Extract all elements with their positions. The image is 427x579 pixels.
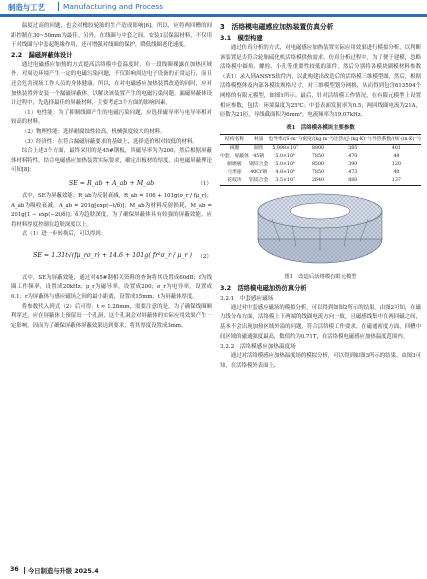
equation-2 [11, 240, 212, 274]
paragraph: 通过电磁感应加热的方式提高活络模中套温度时，有一段线圈裸露在加热区域外，对周边环境产生一定的电磁污染问题，不仅影响周边电子设备的正常运行，而且还会危害现场工作人员的身体健康。所以，在对电磁感应加热装置改造的同时，应对加热装置外安装一个漏磁屏蔽体，以解决该装置产生的电磁污染问题。漏磁屏蔽体设计过程中，先选择最佳的屏蔽材料，主要考虑3个方面的影响因素。 [11, 61, 212, 107]
paragraph: （1）电性能：为了抑制线圈产生的电磁污染问题，应选择磁导率与电导率相对较高的材料。 [11, 109, 212, 126]
table-header-row [220, 134, 421, 144]
table-cell: 8900 [311, 146, 325, 152]
subsubsection-heading: 3.2.1 中套感应磁场 [220, 295, 274, 302]
table-cell: 390 [348, 162, 358, 168]
table-cell: 8500 [311, 162, 325, 168]
paragraph: 综合上述3个方面，最终采用的是45#钢板，其磁导率为为200，然后根据屏蔽体材料特性，结合电磁感应加热装置实际要求，确定出板材的厚度。由电磁屏蔽理论可知[8]： [11, 148, 212, 174]
subsection-heading: 3.2 活络模电磁加热仿真分析 [220, 284, 307, 292]
figure-caption: 图1 改造后活络模有限元模型 [284, 273, 357, 280]
equation-body: SE = 1.31t√(fμ_rσ_r) + 14.6 + 101g( fr²σ_r / μ_r ) [33, 251, 192, 259]
paragraph: 式（1）进一步转换后，可以得到： [21, 231, 107, 238]
journal-name: 今日制造与升级 2025.4 [28, 568, 99, 575]
section-title-en: Manufacturing and Process [63, 2, 164, 11]
paragraph: 温度过高的问题，也会对橡胶轮胎的生产造成影响[6]。所以，应将两回槽的间距控制在30~50mm为最佳。另外，在线圈与中套之间，安装1层保温材料，不仅用于对线圈与中套起绝缘作用，还可增强对线圈的保护，降低线圈老化速度。 [11, 23, 212, 49]
paragraph: 通过对中套感应磁场的模拟分析，可以得到如图2所示的结果。由图2可知，在磁力线分布方面，活络模上下两端的线圈电流方向一致，且磁感线集中在两回磁之间，基本不会出现加热区域外溢的问题，符合活络模工作要求，在磁通密度方面，回槽中间区域的磁通强度最高，数值约为0.71T，在活络模电磁感应加热温度范围内。 [220, 304, 421, 340]
column-header: 结构名称 [220, 134, 249, 144]
table-cell: 120 [391, 162, 401, 168]
table-caption: 表1 活络模各模块主要参数 [286, 124, 355, 131]
subsection-heading: 3.1 模型构建 [220, 35, 263, 42]
table-cell: 473 [348, 170, 358, 176]
table-row [220, 161, 421, 169]
paragraph: 式中，SE为屏蔽效能；R_ab为反射衰减，R_ab = 106 + 101g(σ_r / fμ_r)；A_ab为吸收衰减，A_ab = 201g[exp(−t/δ)]；M_ab为材料反射损耗，M_ab = 201g[1 − exp(−2t/δ)]；δ为趋肤深度，为了确保屏蔽体具有较强的屏蔽效能，应将材料厚度控制在趋肤深度以上。 [11, 192, 212, 228]
table-cell: 耐磨板 [227, 162, 242, 168]
table-cell: 中套、屏蔽体 [220, 154, 249, 160]
table-cell: 2640 [302, 177, 334, 186]
table-row [220, 153, 421, 161]
table-row [220, 177, 421, 186]
section-heading: 2.2 漏磁屏蔽体设计 [11, 51, 73, 59]
table-cell: 3.5×10⁷ [268, 177, 302, 186]
column-header: 材质 [249, 134, 268, 144]
table-cell: 弓形座 [227, 170, 242, 176]
subsubsection-heading: 3.2.2 活络模感应加热温度场 [220, 344, 296, 351]
table-cell: 铝镁合金 [249, 178, 269, 184]
table-cell: 线圈 [229, 146, 240, 152]
table-cell: 401 [391, 146, 401, 152]
table-cell: 钢锌合金 [249, 162, 269, 168]
equation-body: SE = R_ab + A_ab + M_ab [68, 179, 155, 187]
equation-number: （1） [197, 180, 212, 187]
paragraph: 将参数代入到式（2）后可得：t ≈ 1.28mm，需要注意的是，为了确保线圈顺利穿过，应在屏蔽体上预留出一个孔洞，这个孔洞会对屏蔽体的实际应用效果产生一定影响，因而为了确保屏蔽体屏蔽效果达到要求，将其厚度设置成3mm。 [11, 303, 212, 329]
running-footer [0, 562, 427, 579]
table-cell: 45钢 [253, 154, 265, 160]
paragraph: 通过对活络模感应加热温度场的模拟分析，可以得到如图3所示的结果。由图3可知，在活络模外表面上， [220, 353, 421, 369]
table-cell: 880 [334, 177, 372, 186]
section-heading: 3 活络模电磁感应加热装置仿真分析 [220, 23, 334, 31]
figure-1 [220, 189, 421, 271]
table-cell: 385 [348, 146, 358, 152]
paragraph: （3）经济性：在符合漏磁屏蔽要求的基础上，选择造价相对较低的材料。 [21, 138, 198, 145]
table-cell: 7850 [311, 154, 325, 160]
table-cell: 5.998×10⁷ [272, 146, 299, 152]
page-number: 36 [10, 566, 19, 573]
table-cell: 铜丝 [253, 146, 264, 152]
table-cell: 花纹块 [220, 177, 249, 186]
parameter-table [220, 134, 421, 186]
paragraph: （2）物理性能：选择耐腐蚀性较高、机械强度较大的材料。 [21, 128, 166, 135]
left-column [11, 22, 212, 331]
paragraph: 通过仿真分析的方式，对电磁感应加热装置实际应用效果进行模拟分析，以判断该装置是否符合轮胎硫化机活络模供热需求。仿真分析过程中，为了便于建模，忽略活络模中圆角、螺栓、小孔等重要性较低的部件，然后分别将各模块副模材料参数（表1）录入到ANSYS软件内，以此构建出改造后的活络模三维模型图，然后，根据活络模整体及内部各模块规格尺寸，对三维模型划分网格，从而得到包含613594个网格的有限元模型，如图1所示。最后，针对活络模工作情况，在有限元模型上设置相应参数，包括：环境温度为25℃；中套表面发射率为0.5；两回线圈电流为21A，匝数为21匝，导线截面积为6mm²，电流频率为19.07kHz。 [220, 45, 421, 119]
table-row [220, 144, 421, 153]
running-header [0, 0, 427, 19]
right-column [220, 22, 421, 371]
column-header: 导热系数/(W·(m·K)⁻¹) [372, 134, 421, 144]
table-cell: 40 [393, 170, 400, 176]
fem-model-image [220, 189, 421, 271]
column-header: 电导率/(S·m⁻¹) [268, 134, 302, 144]
table-cell: 470 [348, 154, 358, 160]
table-cell: 137 [372, 177, 421, 186]
paragraph: 式中，SE为屏蔽效能，通过对45#钢相关资料的查询将其设置成60dB；f为线圈工作频率，设置成20kHz；μ_r为磁导率，设置成200；σ_r为电导率，设置成0.1；r为屏蔽体与感应磁场之间的最小距离，设置成15mm；t为屏蔽体厚度。 [11, 274, 212, 301]
footer-divider [24, 567, 25, 574]
section-title-cn: 制造与工艺 [8, 3, 45, 12]
column-header: 密度/(kg·m⁻³) [302, 134, 334, 144]
table-cell: 48 [393, 154, 400, 160]
table-row [220, 169, 421, 177]
equation-1 [11, 176, 212, 192]
table-cell: 5.0×10⁶ [275, 154, 296, 160]
column-header: 比热/(J·(kg·K)⁻¹) [334, 134, 372, 144]
table-cell: 4.8×10⁶ [275, 170, 296, 176]
table-cell: 5.0×10⁶ [275, 162, 296, 168]
header-divider [58, 2, 59, 11]
equation-number: （2） [197, 253, 212, 260]
table-cell: 7850 [311, 170, 325, 176]
table-cell: 40Cr钢 [250, 170, 268, 176]
header-rule [0, 14, 427, 17]
